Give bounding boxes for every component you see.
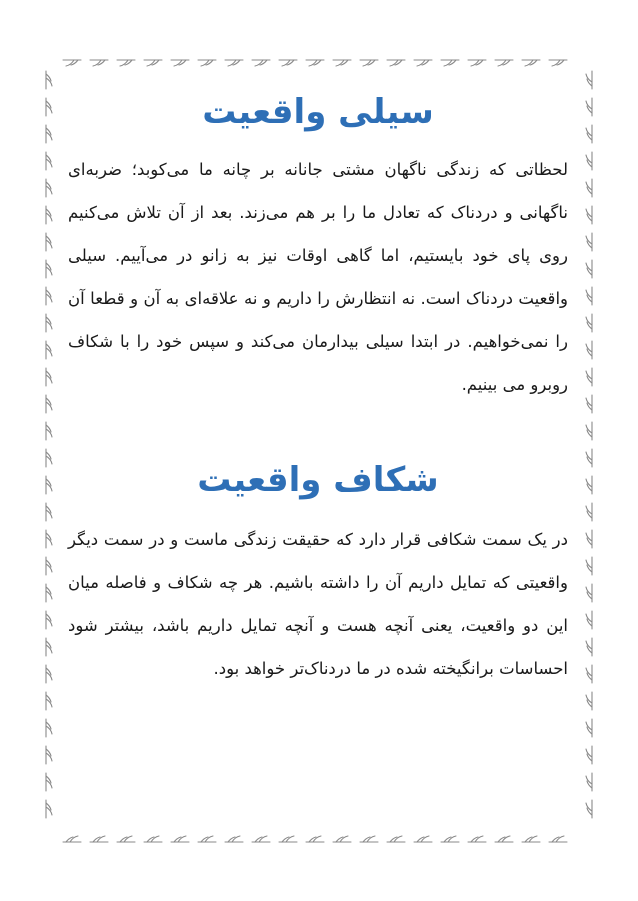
leaf-sprig-icon (306, 60, 324, 66)
leaf-sprig-icon (586, 800, 592, 818)
leaf-sprig-icon (46, 584, 52, 602)
leaf-sprig-icon (63, 836, 81, 842)
leaf-sprig-icon (522, 60, 540, 66)
leaf-sprig-icon (522, 836, 540, 842)
leaf-sprig-icon (279, 836, 297, 842)
leaf-sprig-icon (414, 836, 432, 842)
leaf-sprig-icon (333, 60, 351, 66)
leaf-sprig-icon (586, 692, 592, 710)
leaf-sprig-icon (225, 836, 243, 842)
leaf-sprig-icon (468, 836, 486, 842)
leaf-sprig-icon (360, 60, 378, 66)
leaf-sprig-icon (46, 314, 52, 332)
leaf-sprig-icon (117, 60, 135, 66)
leaf-sprig-icon (46, 368, 52, 386)
leaf-sprig-icon (46, 692, 52, 710)
leaf-sprig-icon (46, 341, 52, 359)
leaf-sprig-icon (46, 665, 52, 683)
leaf-sprig-icon (468, 60, 486, 66)
leaf-sprig-icon (586, 125, 592, 143)
leaf-sprig-icon (90, 60, 108, 66)
leaf-sprig-icon (46, 503, 52, 521)
leaf-sprig-icon (46, 719, 52, 737)
leaf-sprig-icon (46, 773, 52, 791)
leaf-sprig-icon (549, 60, 567, 66)
leaf-sprig-icon (46, 611, 52, 629)
leaf-sprig-icon (586, 611, 592, 629)
leaf-sprig-icon (586, 503, 592, 521)
leaf-sprig-icon (171, 60, 189, 66)
leaf-sprig-icon (46, 422, 52, 440)
leaf-sprig-icon (586, 476, 592, 494)
leaf-sprig-icon (586, 773, 592, 791)
leaf-sprig-icon (46, 287, 52, 305)
leaf-sprig-icon (46, 395, 52, 413)
leaf-sprig-icon (225, 60, 243, 66)
leaf-sprig-icon (586, 260, 592, 278)
leaf-sprig-icon (46, 800, 52, 818)
leaf-sprig-icon (198, 60, 216, 66)
leaf-sprig-icon (360, 836, 378, 842)
leaf-sprig-icon (586, 557, 592, 575)
leaf-sprig-icon (46, 530, 52, 548)
leaf-sprig-icon (586, 233, 592, 251)
leaf-sprig-icon (46, 557, 52, 575)
leaf-sprig-icon (171, 836, 189, 842)
leaf-sprig-icon (306, 836, 324, 842)
leaf-sprig-icon (441, 836, 459, 842)
leaf-sprig-icon (586, 152, 592, 170)
leaf-sprig-icon (46, 476, 52, 494)
leaf-sprig-icon (46, 233, 52, 251)
leaf-sprig-icon (586, 179, 592, 197)
leaf-sprig-icon (586, 665, 592, 683)
leaf-sprig-icon (441, 60, 459, 66)
leaf-sprig-icon (414, 60, 432, 66)
leaf-sprig-icon (198, 836, 216, 842)
leaf-sprig-icon (387, 60, 405, 66)
leaf-sprig-icon (46, 638, 52, 656)
leaf-sprig-icon (586, 98, 592, 116)
leaf-sprig-icon (117, 836, 135, 842)
leaf-sprig-icon (387, 836, 405, 842)
leaf-sprig-icon (495, 60, 513, 66)
leaf-sprig-icon (144, 836, 162, 842)
leaf-sprig-icon (144, 60, 162, 66)
leaf-sprig-icon (46, 746, 52, 764)
leaf-sprig-icon (63, 60, 81, 66)
leaf-sprig-icon (252, 836, 270, 842)
leaf-sprig-icon (586, 71, 592, 89)
leaf-sprig-icon (586, 314, 592, 332)
leaf-sprig-icon (586, 287, 592, 305)
section-title-reality-slap: سیلی واقعیت (202, 92, 434, 132)
leaf-sprig-icon (46, 449, 52, 467)
leaf-sprig-icon (333, 836, 351, 842)
leaf-sprig-icon (586, 638, 592, 656)
leaf-sprig-icon (46, 260, 52, 278)
leaf-sprig-icon (46, 71, 52, 89)
leaf-sprig-icon (279, 60, 297, 66)
leaf-sprig-icon (586, 368, 592, 386)
leaf-sprig-icon (46, 98, 52, 116)
article (68, 82, 568, 690)
section-body-reality-slap: لحظاتی که زندگی ناگهان مشتی جانانه بر چانه ما می‌کوبد؛ ضربه‌ای ناگهانی و دردناک که تعادل ما را بر هم می‌زند. بعد از آن تلاش می‌کنیم روی پای خود بایستیم، اما گاهی اوقات نیز به زانو در می‌آییم. سیلی واقعیت دردناک است. نه انتظارش را داریم و نه علاقه‌ای به آن و قطعا آن را نمی‌خواهیم. در ابتدا سیلی بیدارمان می‌کند و سپس خود را با شکاف روبرو می بینیم. (68, 160, 568, 394)
leaf-sprig-icon (586, 746, 592, 764)
leaf-sprig-icon (495, 836, 513, 842)
leaf-sprig-icon (90, 836, 108, 842)
leaf-sprig-icon (586, 206, 592, 224)
leaf-sprig-icon (586, 422, 592, 440)
leaf-sprig-icon (46, 206, 52, 224)
leaf-sprig-icon (46, 125, 52, 143)
leaf-sprig-icon (586, 584, 592, 602)
section-body-reality-gap: در یک سمت شکافی قرار دارد که حقیقت زندگی ماست و در سمت دیگر واقعیتی که تمایل داریم آن را داشته باشیم. هر چه شکاف و فاصله میان این دو واقعیت، یعنی آنچه هست و آنچه تمایل داریم باشد، بیشتر شود احساسات برانگیخته شده در ما دردناک‌تر خواهد بود. (68, 530, 568, 678)
leaf-sprig-icon (586, 341, 592, 359)
leaf-sprig-icon (252, 60, 270, 66)
leaf-sprig-icon (549, 836, 567, 842)
leaf-sprig-icon (46, 152, 52, 170)
leaf-sprig-icon (586, 395, 592, 413)
leaf-sprig-icon (586, 530, 592, 548)
leaf-sprig-icon (586, 719, 592, 737)
section-title-reality-gap: شکاف واقعیت (197, 460, 439, 500)
leaf-sprig-icon (586, 449, 592, 467)
leaf-sprig-icon (46, 179, 52, 197)
